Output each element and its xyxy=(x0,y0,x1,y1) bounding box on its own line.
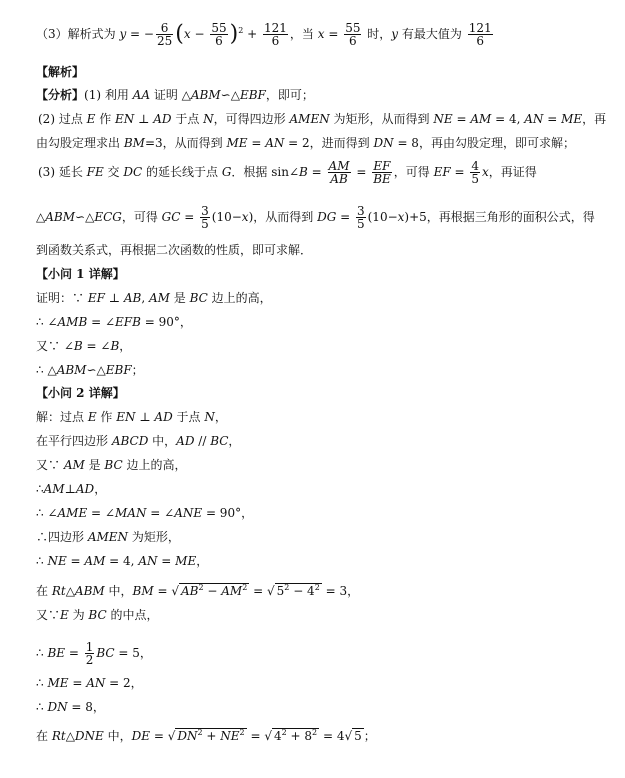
line-15: 解：过点 E 作 EN ⊥ AD 于点 N， xyxy=(36,410,227,424)
line-5: 由勾股定理求出 BM=3，从而得到 ME = AN = 2，进而得到 DN = 8，再由勾股定理，即可求解； xyxy=(36,136,575,150)
line-6: (3) 延长 FE 交 DC 的延长线于点 G．根据 sin∠B = $\frac{AM}{AB}$ = $\frac{EF}{BE}$ ，可得 EF = $\frac{4}{5}$ x，再证得 xyxy=(38,159,537,186)
line-26: ∴ DN = 8， xyxy=(36,700,105,714)
line-8: 到函数关系式，再根据二次函数的性质，即可求解． xyxy=(36,243,313,257)
line-4: (2) 过点 E 作 EN ⊥ AD 于点 N，可得四边形 AMEN 为矩形，从而得到 NE = AM = 4, AN = ME，再 xyxy=(38,112,607,126)
line-19: ∴ ∠AME = ∠MAN = ∠ANE = 90°， xyxy=(36,506,254,520)
line-12: 又∵ ∠B = ∠B， xyxy=(36,339,132,353)
line-7: △ABM∽△ECG，可得 GC = $\frac{3}{5}$ (10−x)，从而得到 DG = $\frac{3}{5}$ (10−x)+5，再根据三角形的面积公式，得 xyxy=(36,204,595,231)
line-20: ∴四边形 AMEN 为矩形， xyxy=(36,530,180,544)
line-11: ∴ ∠AMB = ∠EFB = 90°， xyxy=(36,315,192,329)
line-10: 证明：∵ EF ⊥ AB, AM 是 BC 边上的高， xyxy=(36,291,272,305)
line-16: 在平行四边形 ABCD 中，AD // BC， xyxy=(36,434,241,448)
line-17: 又∵ AM 是 BC 边上的高， xyxy=(36,458,187,472)
line-23: 又∵E 为 BC 的中点， xyxy=(36,608,159,622)
line-14: 【小问 2 详解】 xyxy=(36,386,125,400)
line-24: ∴ BE = $\frac{1}{2}$ BC = 5， xyxy=(36,640,152,667)
line-25: ∴ ME = AN = 2， xyxy=(36,676,143,690)
line-1: （3）解析式为 y = − $\frac{6}{25}$ (x − $\frac{55}{6}$ )$^2$ + $\frac{121}{6}$ ，当 x = $\frac{55}{6}$ 时，y 有最大值为 $\frac{121}{6}$ xyxy=(36,21,492,48)
line-21: ∴ NE = AM = 4, AN = ME， xyxy=(36,554,209,568)
line-3: 【分析】(1) 利用 AA 证明 △ABM∽△EBF，即可； xyxy=(36,88,314,102)
line-2: 【解析】 xyxy=(36,65,85,79)
line-13: ∴ △ABM∽△EBF； xyxy=(36,363,144,377)
line-18: ∴AM⊥AD， xyxy=(36,482,107,496)
line-22: 在 Rt△ABM 中，BM = √ $AB^2 - AM^2$ = √ $5^2 - 4^2 = 3$， xyxy=(36,583,360,598)
line-9: 【小问 1 详解】 xyxy=(36,267,125,281)
line-27: 在 Rt△DNE 中，DE = √ $DN^2 + NE^2$ = √ $4^2 + 8^2 = 4√$ 5 ； xyxy=(36,728,376,743)
